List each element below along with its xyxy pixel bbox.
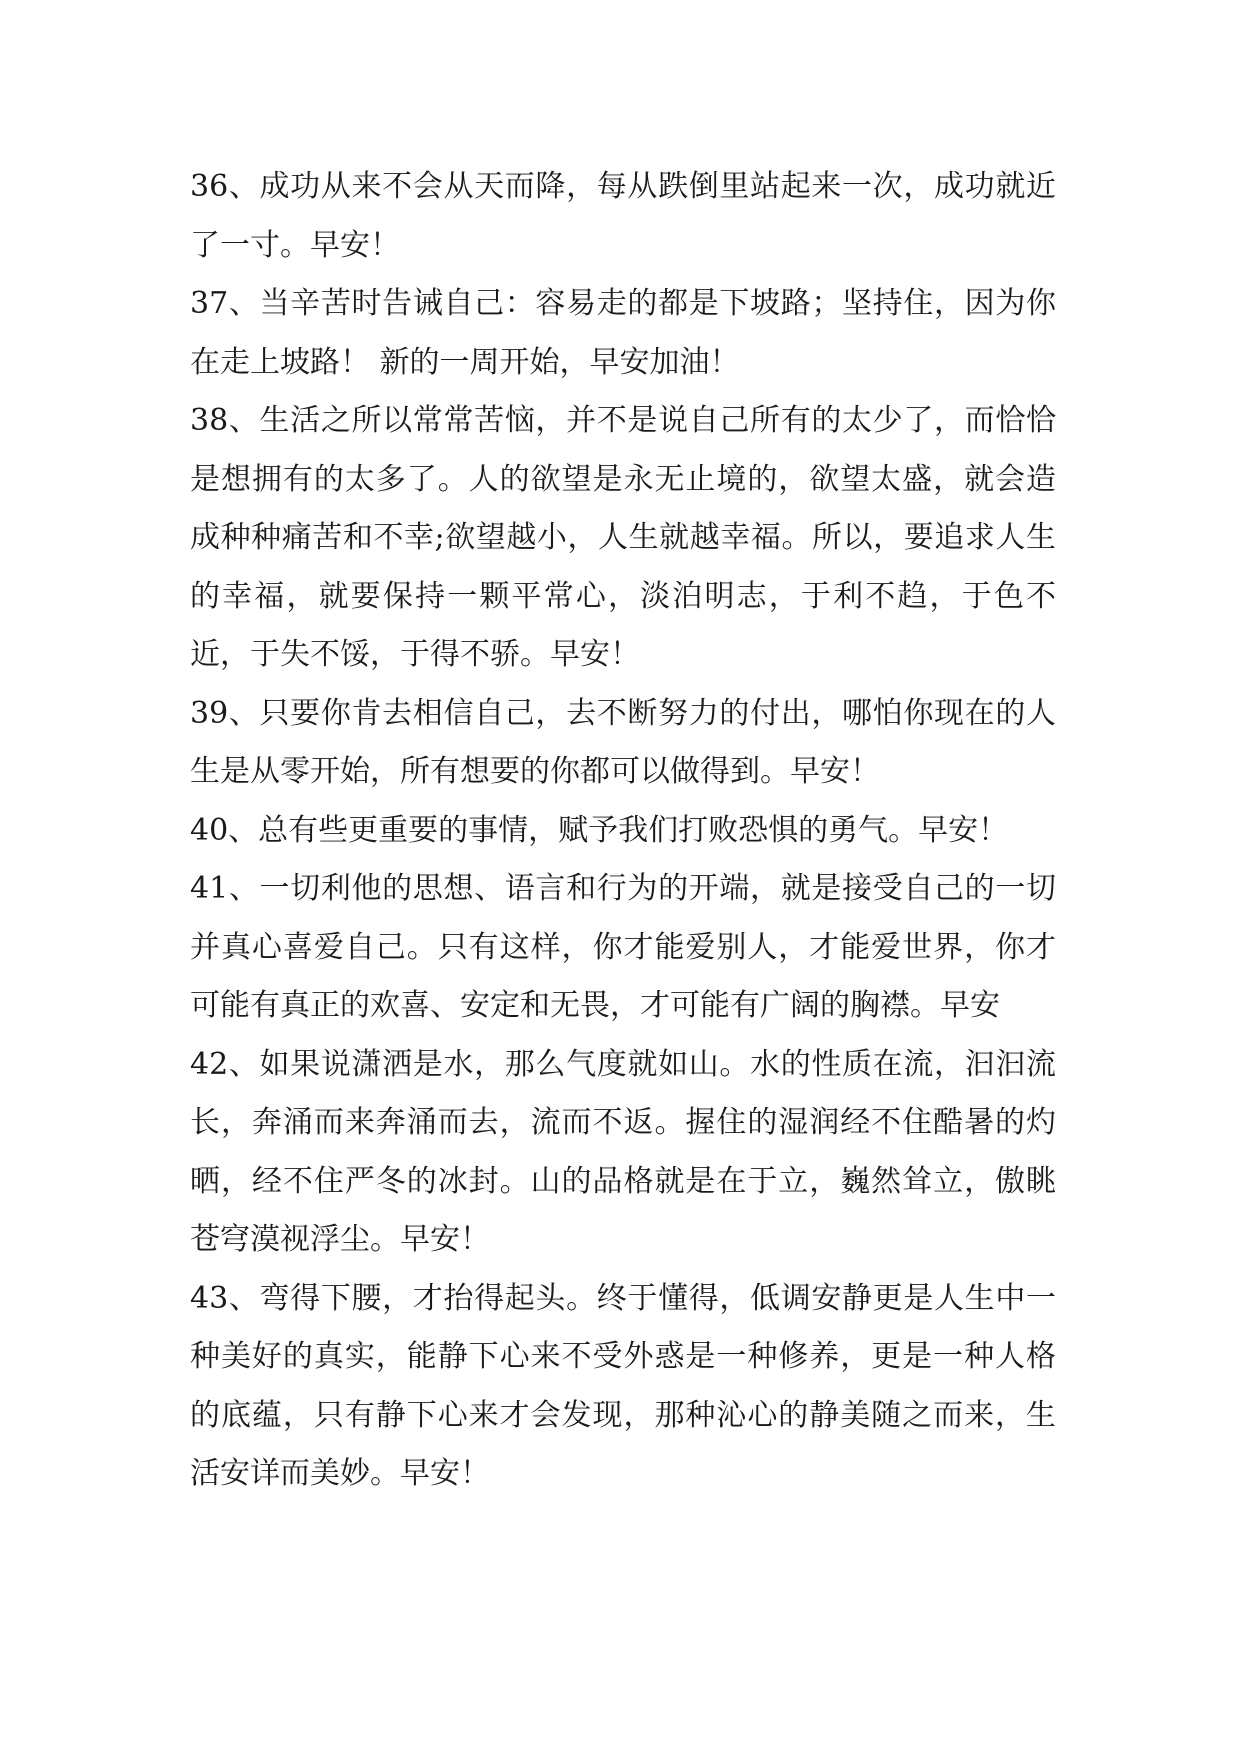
paragraph-40: 40、总有些更重要的事情，赋予我们打败恐惧的勇气。早安！ [190, 812, 1009, 848]
paragraph-37: 37、当辛苦时告诫自己：容易走的都是下坡路；坚持住，因为你在走上坡路！ 新的一周开始，早安加油！ [190, 286, 1056, 380]
paragraph-43: 43、弯得下腰，才抬得起头。终于懂得，低调安静更是人生中一种美好的真实，能静下心来不受外惑是一种修养，更是一种人格的底蕴，只有静下心来才会发现，那种沁心的静美随之而来，生活安详而美妙。早安！ [190, 1280, 1056, 1491]
paragraph-41: 41、一切利他的思想、语言和行为的开端，就是接受自己的一切并真心喜爱自己。只有这样，你才能爱别人，才能爱世界，你才可能有真正的欢喜、安定和无畏，才可能有广阔的胸襟。早安 [190, 871, 1056, 1023]
paragraph-42: 42、如果说潇洒是水，那么气度就如山。水的性质在流，汩汩流长，奔涌而来奔涌而去，流而不返。握住的湿润经不住酷暑的灼晒，经不住严冬的冰封。山的品格就是在于立，巍然耸立，傲眺苍穹漠视浮尘。早安！ [190, 1046, 1056, 1257]
paragraph-36: 36、成功从来不会从天而降，每从跌倒里站起来一次，成功就近了一寸。早安！ [190, 169, 1056, 263]
document-body [190, 158, 1056, 1504]
paragraph-38: 38、生活之所以常常苦恼，并不是说自己所有的太少了，而恰恰是想拥有的太多了。人的欲望是永无止境的，欲望太盛，就会造成种种痛苦和不幸;欲望越小，人生就越幸福。所以，要追求人生的幸福，就要保持一颗平常心，淡泊明志，于利不趋，于色不近，于失不馁，于得不骄。早安！ [190, 403, 1056, 672]
paragraph-39: 39、只要你肯去相信自己，去不断努力的付出，哪怕你现在的人生是从零开始，所有想要的你都可以做得到。早安！ [190, 695, 1056, 789]
